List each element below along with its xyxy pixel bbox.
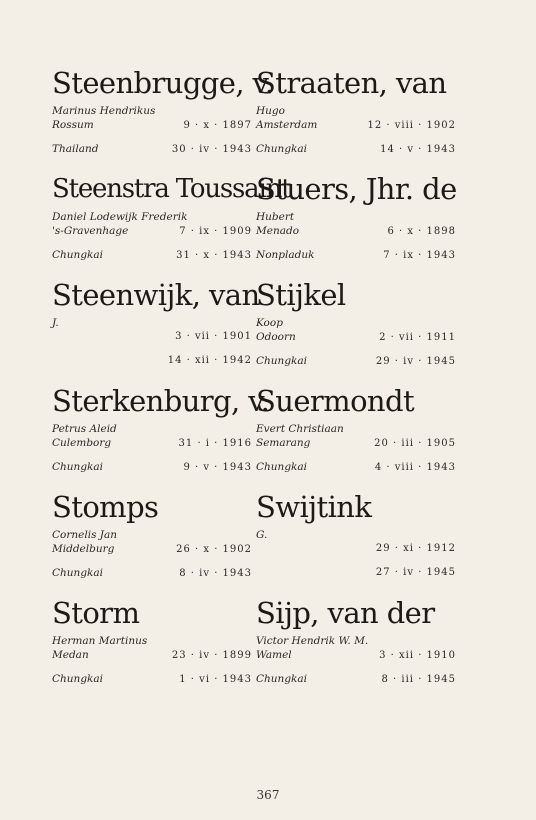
birth-row [256,118,456,132]
death-row [256,248,456,262]
birth-row [256,648,456,662]
birth-row [52,118,252,132]
birth-place: 's-Gravenhage [52,225,129,237]
surname: Steenbrugge, v. [52,66,274,100]
death-date: 30 · iv · 1943 [171,144,252,155]
birth-place: Middelburg [52,543,115,555]
death-date: 14 · v · 1943 [380,144,456,155]
death-place: Chungkai [256,143,308,155]
death-date: 1 · vi · 1943 [179,674,252,685]
death-row [256,142,456,156]
entry-stijkel [256,278,456,384]
birth-place: Menado [256,225,300,237]
death-place: Chungkai [52,461,104,473]
birth-place: Rossum [52,119,94,131]
death-place: Chungkai [52,673,104,685]
death-place: Chungkai [52,567,104,579]
entry-steenwijk [52,278,260,384]
given-names: G. [256,529,268,541]
entry-straaten [256,66,456,172]
death-row [52,248,252,262]
given-names: Petrus Aleid [52,423,117,435]
death-row [52,142,252,156]
birth-row [256,224,456,238]
surname: Straaten, van [256,66,447,100]
given-names: Herman Martinus [52,635,148,647]
birth-row [52,542,252,556]
death-date: 29 · iv · 1945 [375,356,456,367]
death-row [52,460,252,474]
birth-row [52,648,252,662]
death-date: 9 · v · 1943 [183,462,252,473]
given-names: Hubert [256,211,295,223]
given-names: Hugo [256,105,285,117]
birth-date: 20 · iii · 1905 [374,438,456,449]
death-place: Chungkai [256,461,308,473]
given-names: Marinus Hendrikus [52,105,156,117]
death-place: Chungkai [256,673,308,685]
surname: Stuers, Jhr. de [256,172,457,206]
birth-place: Wamel [256,649,292,661]
death-place: Thailand [52,143,99,155]
death-row [256,460,456,474]
entry-swijtink [256,490,456,596]
given-names: Cornelis Jan [52,529,118,541]
death-row [52,566,252,580]
birth-row [256,330,456,344]
birth-row [52,436,252,450]
birth-place: Culemborg [52,437,112,449]
surname: Steenwijk, van [52,278,260,312]
birth-row [256,542,456,556]
death-row [256,354,456,368]
entry-stuers [256,172,456,278]
death-place: Nonpladuk [256,249,315,261]
birth-place: Semarang [256,437,311,449]
entry-suermondt [256,384,456,490]
birth-place: Medan [52,649,89,661]
death-row [52,672,252,686]
death-place: Chungkai [52,249,104,261]
birth-row [52,330,252,344]
death-date: 14 · xii · 1942 [167,355,252,366]
birth-date: 31 · i · 1916 [178,438,252,449]
birth-date: 3 · xii · 1910 [379,650,456,661]
death-row [52,354,252,368]
entry-stomps [52,490,252,596]
death-date: 8 · iv · 1943 [179,568,252,579]
birth-row [52,224,252,238]
given-names: Victor Hendrik W. M. [256,635,369,647]
birth-date: 6 · x · 1898 [387,226,456,237]
given-names: Daniel Lodewijk Frederik [52,211,188,223]
surname: Sijp, van der [256,596,435,630]
surname: Stomps [52,490,159,524]
death-date: 27 · iv · 1945 [375,567,456,578]
death-row [256,566,456,580]
birth-date: 26 · x · 1902 [176,544,252,555]
entry-sijp [256,596,456,702]
surname: Suermondt [256,384,415,418]
right-column [256,66,456,702]
surname: Steenstra Toussaint [52,174,291,204]
death-row [256,672,456,686]
death-place: Chungkai [256,355,308,367]
birth-date: 12 · viii · 1902 [367,120,456,131]
given-names: J. [52,317,59,329]
entry-sterkenburg [52,384,270,490]
surname: Storm [52,596,140,630]
surname: Swijtink [256,490,372,524]
birth-place: Odoorn [256,331,296,343]
birth-date: 7 · ix · 1909 [179,226,252,237]
entry-storm [52,596,252,702]
birth-date: 2 · vii · 1911 [379,332,456,343]
death-date: 7 · ix · 1943 [383,250,456,261]
birth-date: 23 · iv · 1899 [171,650,252,661]
birth-date: 9 · x · 1897 [183,120,252,131]
birth-place: Amsterdam [256,119,318,131]
birth-date: 29 · xi · 1912 [375,543,456,554]
death-date: 4 · viii · 1943 [374,462,456,473]
death-date: 31 · x · 1943 [176,250,252,261]
page-number: 367 [256,788,280,802]
given-names: Evert Christiaan [256,423,344,435]
surname: Sterkenburg, v. [52,384,270,418]
death-date: 8 · iii · 1945 [381,674,456,685]
birth-row [256,436,456,450]
surname: Stijkel [256,278,346,312]
birth-date: 3 · vii · 1901 [175,331,252,342]
given-names: Koop [256,317,283,329]
